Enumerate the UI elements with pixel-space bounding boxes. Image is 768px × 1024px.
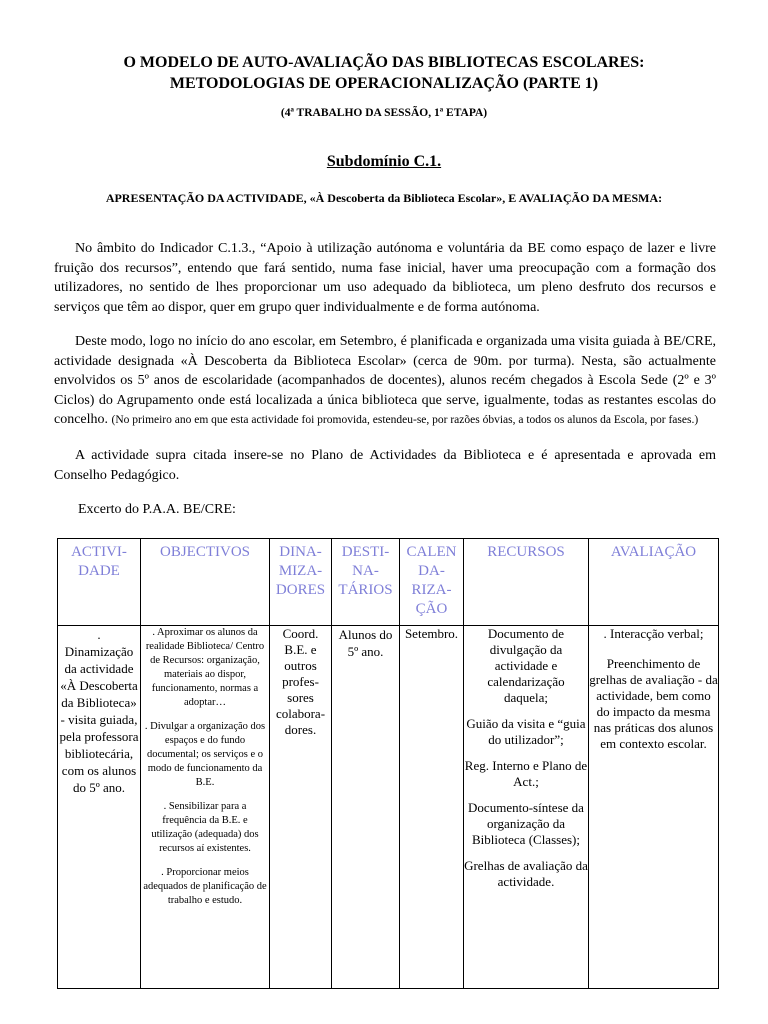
paragraph-1 <box>54 239 716 317</box>
resource-2: Guião da visita e “guia do utilizador”; <box>466 716 586 747</box>
cell-avaliacao <box>589 626 719 989</box>
cell-destinatarios: Alunos do 5º ano. <box>332 626 400 989</box>
resource-3: Reg. Interno e Plano de Act.; <box>464 758 588 789</box>
document-title-line1: O MODELO DE AUTO-AVALIAÇÃO DAS BIBLIOTECAS ESCOLARES: <box>123 54 645 71</box>
header-calendarizacao: CALEN DA- RIZA- ÇÃO <box>400 539 464 626</box>
paragraph-2 <box>54 332 716 431</box>
paragraph-2-text: Deste modo, logo no início do ano escolar, em Setembro, é planificada e organizada uma visita guiada à BE/CRE, actividade designada «À Descoberta da Biblioteca Escolar» (cerca de 90m. por turma). Nesta, são actualmente envolvidos os 5º anos de escolaridade (acompanhados de docentes), alunos recém chegados à Escola Sede (2º e 3º Ciclos) do Agrupamento onde está localizada a única biblioteca que serve, igualmente, todas as restantes escolas do concelho. <box>54 334 716 427</box>
cell-recursos <box>464 626 589 989</box>
header-atividade: ACTIVI- DADE <box>58 539 141 626</box>
activity-plan-table <box>57 538 719 989</box>
header-destinatarios: DESTI- NA- TÁRIOS <box>332 539 400 626</box>
cell-dinamizadores: Coord. B.E. e outros profes-sores colabora-dores. <box>270 626 332 989</box>
paragraph-1-text: No âmbito do Indicador C.1.3., “Apoio à utilização autónoma e voluntária da BE como espaço de lazer e livre fruição dos recursos”, entendo que fará sentido, numa fase inicial, haver uma preocupação com a formação dos utilizadores, no sentido de lhes proporcionar um uso adequado da biblioteca, um pleno desfruto dos recursos e serviços que têm ao dispor, quer em grupo quer individualmente e de forma autónoma. <box>54 241 716 315</box>
paragraph-3-text: A actividade supra citada insere-se no Plano de Actividades da Biblioteca e é apresentada e aprovada em Conselho Pedagógico. <box>54 448 716 483</box>
resource-1: Documento de divulgação da actividade e calendarização daquela; <box>487 626 565 705</box>
resource-5: Grelhas de avaliação da actividade. <box>464 858 588 889</box>
header-recursos: RECURSOS <box>464 539 589 626</box>
document-title-line2: METODOLOGIAS DE OPERACIONALIZAÇÃO (PARTE 1) <box>169 75 599 92</box>
objective-2: . Divulgar a organização dos espaços e do fundo documental; os serviços e o modo de funcionamento da B.E. <box>144 721 266 788</box>
header-dinamizadores: DINA- MIZA- DORES <box>270 539 332 626</box>
subdomain-heading <box>0 153 768 171</box>
paragraph-2-note: (No primeiro ano em que esta actividade foi promovida, estendeu-se, por razões óbvias, a todos os alunos da Escola, por fases.) <box>111 414 699 426</box>
objective-1: . Aproximar os alunos da realidade Biblioteca/ Centro de Recursos: organização, materiais ao dispor, funcionamento, normas a adoptar… <box>145 627 265 708</box>
table-row <box>58 626 719 989</box>
cell-calendarizacao: Setembro. <box>400 626 464 989</box>
session-label: (4ª TRABALHO DA SESSÃO, 1ª ETAPA) <box>280 107 488 119</box>
header-objectivos: OBJECTIVOS <box>141 539 270 626</box>
cell-atividade: . Dinamização da actividade «À Descoberta da Biblioteca» - visita guiada, pela professora bibliotecária, com os alunos do 5º ano. <box>58 626 141 989</box>
header-avaliacao: AVALIAÇÃO <box>589 539 719 626</box>
activity-heading: APRESENTAÇÃO DA ACTIVIDADE, «À Descoberta da Biblioteca Escolar», E AVALIAÇÃO DA MESMA: <box>105 191 663 205</box>
cell-objectivos <box>141 626 270 989</box>
paragraph-3 <box>54 446 716 485</box>
evaluation-1: . Interacção verbal; <box>603 626 704 641</box>
subdomain-text: Subdomínio C.1. <box>326 153 442 170</box>
excerpt-label: Excerto do P.A.A. BE/CRE: <box>78 502 236 517</box>
objective-3: . Sensibilizar para a frequência da B.E. e utilização (adequada) dos recursos aí existentes. <box>151 801 259 854</box>
resource-4: Documento-síntese da organização da Biblioteca (Classes); <box>468 800 584 847</box>
evaluation-2: Preenchimento de grelhas de avaliação - da actividade, bem como do impacto da mesma nas práticas dos alunos em contexto escolar. <box>589 656 718 751</box>
table-header-row <box>58 539 719 626</box>
objective-4: . Proporcionar meios adequados de planificação de trabalho e estudo. <box>143 867 267 906</box>
